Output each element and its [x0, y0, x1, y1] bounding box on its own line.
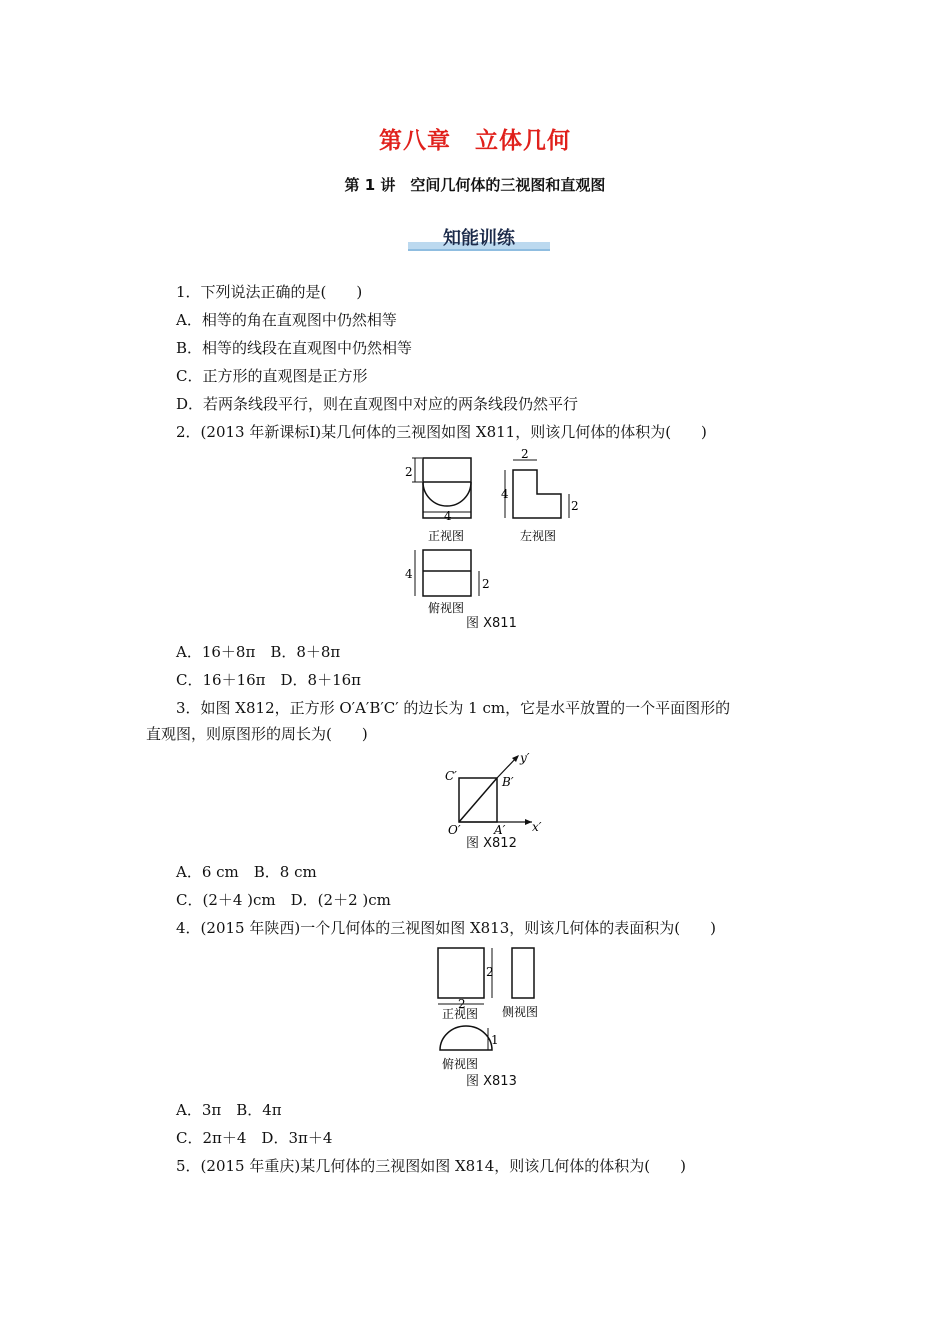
q4-options-cd: C．2π＋4 D．3π＋4	[176, 1129, 333, 1147]
x813-top-height-label: 1	[491, 1033, 499, 1047]
x813-side-view	[512, 948, 534, 998]
q1-option-b: B．相等的线段在直观图中仍然相等	[176, 339, 413, 357]
x811-side-view	[513, 470, 561, 518]
q4-options-ab: A．3π B．4π	[176, 1101, 282, 1119]
x813-front-view	[438, 948, 484, 998]
x811-side-label: 左视图	[520, 529, 557, 543]
figure-x813	[430, 942, 560, 1072]
x812-label-o: O′	[448, 823, 461, 837]
x811-front-width-label: 4	[444, 509, 452, 523]
q3-stem-line2: 直观图，则原图形的周长为( )	[146, 725, 368, 743]
x811-front-label: 正视图	[428, 529, 465, 543]
x813-caption: 图 X813	[466, 1074, 517, 1089]
x811-front-height-label: 2	[405, 465, 413, 479]
q2-stem: 2．(2013 年新课标Ⅰ)某几何体的三视图如图 X811，则该几何体的体积为( )	[176, 423, 707, 441]
x813-top-view	[440, 1026, 492, 1050]
x811-top-right-label: 2	[482, 577, 490, 591]
q3-options-cd: C．(2＋4 )cm D．(2＋2 )cm	[176, 891, 391, 909]
x813-front-width-label: 2	[458, 997, 466, 1011]
x812-caption: 图 X812	[466, 836, 517, 851]
x811-side-top-label: 2	[521, 447, 529, 461]
x812-label-y: y′	[520, 751, 530, 765]
q2-options-ab: A．16＋8π B．8＋8π	[176, 643, 341, 661]
x811-side-left-label: 4	[501, 487, 509, 501]
x811-top-view	[423, 550, 471, 596]
x812-label-b: B′	[502, 775, 514, 789]
q3-stem-line1: 3．如图 X812，正方形 O′A′B′C′ 的边长为 1 cm，它是水平放置的一个平面图形的	[176, 699, 731, 717]
x811-top-left-label: 4	[405, 567, 413, 581]
q4-stem: 4．(2015 年陕西)一个几何体的三视图如图 X813，则该几何体的表面积为( )	[176, 919, 716, 937]
section-badge	[408, 228, 550, 252]
x812-label-c: C′	[445, 769, 457, 783]
x811-front-dims	[412, 458, 471, 512]
section-badge-label: 知能训练	[443, 228, 515, 249]
q1-stem: 1．下列说法正确的是( )	[176, 283, 363, 301]
x813-top-label: 俯视图	[442, 1057, 479, 1071]
q5-stem: 5．(2015 年重庆)某几何体的三视图如图 X814，则该几何体的体积为( )	[176, 1157, 686, 1175]
x813-front-height-label: 2	[486, 965, 494, 979]
x811-top-dims	[415, 550, 479, 596]
x812-label-x: x′	[532, 820, 542, 834]
chapter-title: 第八章 立体几何	[379, 128, 571, 154]
x811-top-label: 俯视图	[428, 601, 465, 614]
figure-x811	[395, 446, 585, 614]
x812-square	[459, 778, 497, 822]
x813-front-label: 正视图	[442, 1007, 479, 1021]
q3-options-ab: A．6 cm B．8 cm	[176, 863, 317, 881]
x813-side-label: 侧视图	[502, 1005, 539, 1019]
figure-x812	[440, 750, 550, 838]
q1-option-a: A．相等的角在直观图中仍然相等	[176, 311, 397, 329]
q1-option-c: C．正方形的直观图是正方形	[176, 367, 368, 385]
q2-options-cd: C．16＋16π D．8＋16π	[176, 671, 362, 689]
q1-option-d: D．若两条线段平行，则在直观图中对应的两条线段仍然平行	[176, 395, 579, 413]
x811-caption: 图 X811	[466, 616, 517, 631]
lesson-title: 第 1 讲 空间几何体的三视图和直观图	[344, 176, 606, 194]
x812-x-arrow-icon	[525, 819, 532, 825]
x811-side-right-label: 2	[571, 499, 579, 513]
x812-axes	[459, 756, 532, 822]
x812-label-a: A′	[494, 823, 506, 837]
